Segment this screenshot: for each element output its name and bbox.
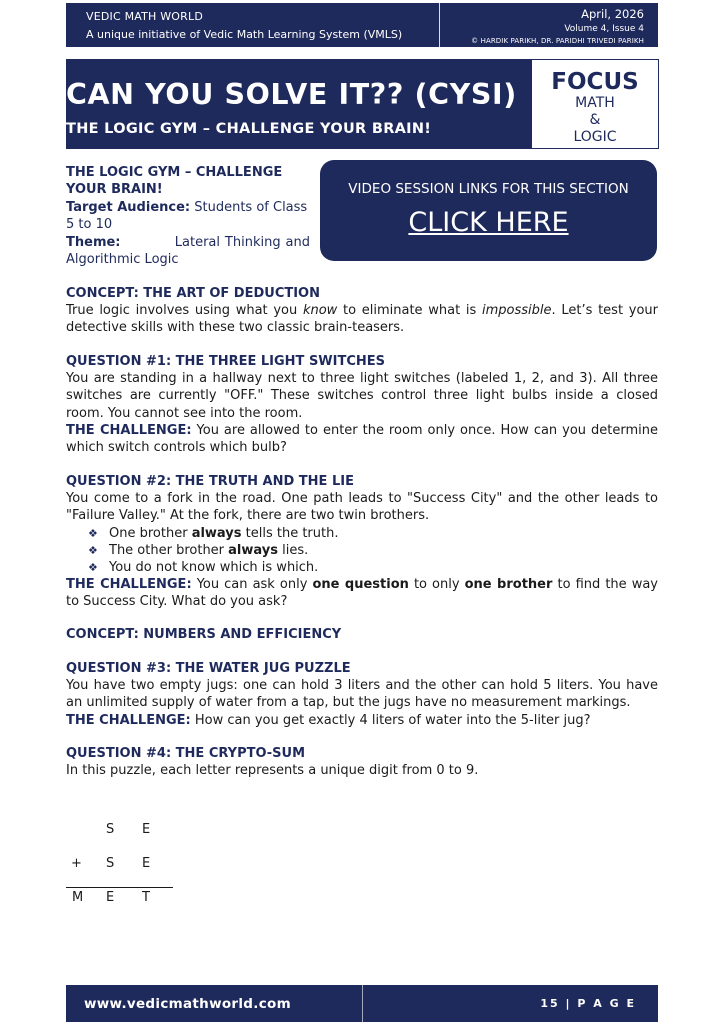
list-item: ❖ The other brother always lies.: [88, 542, 309, 558]
question-1: [66, 353, 658, 456]
question-3-body: You have two empty jugs: one can hold 3 liters and the other can hold 5 liters. You have an unlimited supply of water from a tap, but the jugs have no measurement markings.: [66, 678, 658, 711]
volume-issue: Volume 4, Issue 4: [564, 24, 644, 34]
audience-label: Target Audience:: [66, 199, 191, 215]
question-1-challenge: You are allowed to enter the room only once. How can you determine which switch controls which bulb?: [66, 422, 658, 456]
plus-sign: +: [71, 856, 82, 871]
list-item: ❖ You do not know which is which.: [88, 560, 319, 576]
crypto-letter: T: [142, 890, 150, 905]
page-number: 15 | P A G E: [540, 997, 636, 1010]
footer-bar: [66, 985, 658, 1022]
video-links-box: [320, 160, 657, 261]
click-here-link[interactable]: CLICK HERE: [408, 207, 569, 238]
crypto-letter: E: [106, 890, 115, 905]
concept-text: True logic involves using what you know to eliminate what is impossible. Let’s test your detective skills with these two classic brain-teasers.: [66, 303, 658, 336]
focus-line-1: MATH: [575, 95, 615, 111]
copyright: © HARDIK PARIKH, DR. PARIDHI TRIVEDI PARIKH: [471, 37, 644, 45]
intro-heading: THE LOGIC GYM – CHALLENGE YOUR BRAIN!: [66, 165, 283, 198]
crypto-letter: S: [106, 856, 115, 871]
focus-line-3: LOGIC: [573, 129, 617, 145]
tagline: A unique initiative of Vedic Math Learning System (VMLS): [86, 28, 403, 41]
question-3-challenge: How can you get exactly 4 liters of water into the 5-liter jug?: [190, 712, 591, 728]
concept-numbers: [66, 626, 658, 643]
list-item: ❖ One brother always tells the truth.: [88, 525, 339, 541]
footer-divider: [362, 985, 363, 1022]
question-2-challenge: THE CHALLENGE: You can ask only one question to only one brother to find the way to Success City. What do you ask?: [66, 577, 659, 610]
crypto-letter: E: [142, 822, 151, 837]
video-links-label: VIDEO SESSION LINKS FOR THIS SECTION: [348, 181, 629, 197]
intro-block: [66, 164, 310, 268]
header-bar: [66, 3, 658, 47]
sum-line: [66, 887, 173, 888]
crypto-sum: [66, 820, 174, 910]
theme-value: Lateral Thinking and Algorithmic Logic: [66, 234, 310, 268]
theme-label: Theme:: [66, 234, 121, 250]
focus-label: FOCUS: [551, 69, 639, 95]
target-audience: [66, 199, 310, 234]
question-4: [66, 745, 658, 779]
diamond-bullet-icon: ❖: [88, 543, 98, 557]
brand-name: VEDIC MATH WORLD: [86, 10, 203, 23]
brothers-list: [66, 525, 658, 577]
question-4-heading: QUESTION #4: THE CRYPTO-SUM: [66, 746, 306, 761]
challenge-label: THE CHALLENGE:: [66, 712, 191, 728]
focus-line-2: &: [589, 112, 601, 128]
question-3-heading: QUESTION #3: THE WATER JUG PUZZLE: [66, 661, 351, 676]
question-2-heading: QUESTION #2: THE TRUTH AND THE LIE: [66, 474, 354, 489]
header-divider: [439, 3, 440, 47]
audience-value: Students of Class 5 to 10: [66, 199, 308, 233]
question-1-heading: QUESTION #1: THE THREE LIGHT SWITCHES: [66, 354, 386, 369]
crypto-letter: S: [106, 822, 115, 837]
concept-2-heading: CONCEPT: NUMBERS AND EFFICIENCY: [66, 627, 342, 642]
issue-date: April, 2026: [581, 7, 644, 21]
crypto-letter: M: [72, 890, 84, 905]
title-banner: [66, 59, 531, 149]
theme: [66, 234, 310, 269]
diamond-bullet-icon: ❖: [88, 526, 98, 540]
diamond-bullet-icon: ❖: [88, 561, 98, 575]
challenge-label: THE CHALLENGE:: [66, 422, 192, 438]
crypto-letter: E: [142, 856, 151, 871]
focus-box: [531, 59, 659, 149]
question-4-body: In this puzzle, each letter represents a unique digit from 0 to 9.: [66, 763, 479, 779]
question-1-body: You are standing in a hallway next to three light switches (labeled 1, 2, and 3). All three switches are currently "OFF." These switches control three light bulbs inside a closed room. You cannot see into the room.: [66, 371, 658, 421]
question-2: [66, 473, 658, 611]
website-link[interactable]: www.vedicmathworld.com: [84, 996, 291, 1012]
question-2-body: You come to a fork in the road. One path leads to "Success City" and the other leads to "Failure Valley." At the fork, there are two twin brothers.: [66, 491, 658, 524]
page-title: CAN YOU SOLVE IT?? (CYSI): [66, 78, 517, 111]
page-subtitle: THE LOGIC GYM – CHALLENGE YOUR BRAIN!: [66, 121, 432, 137]
concept-deduction: [66, 285, 658, 337]
concept-heading: CONCEPT: THE ART OF DEDUCTION: [66, 286, 320, 301]
question-3: [66, 660, 658, 729]
